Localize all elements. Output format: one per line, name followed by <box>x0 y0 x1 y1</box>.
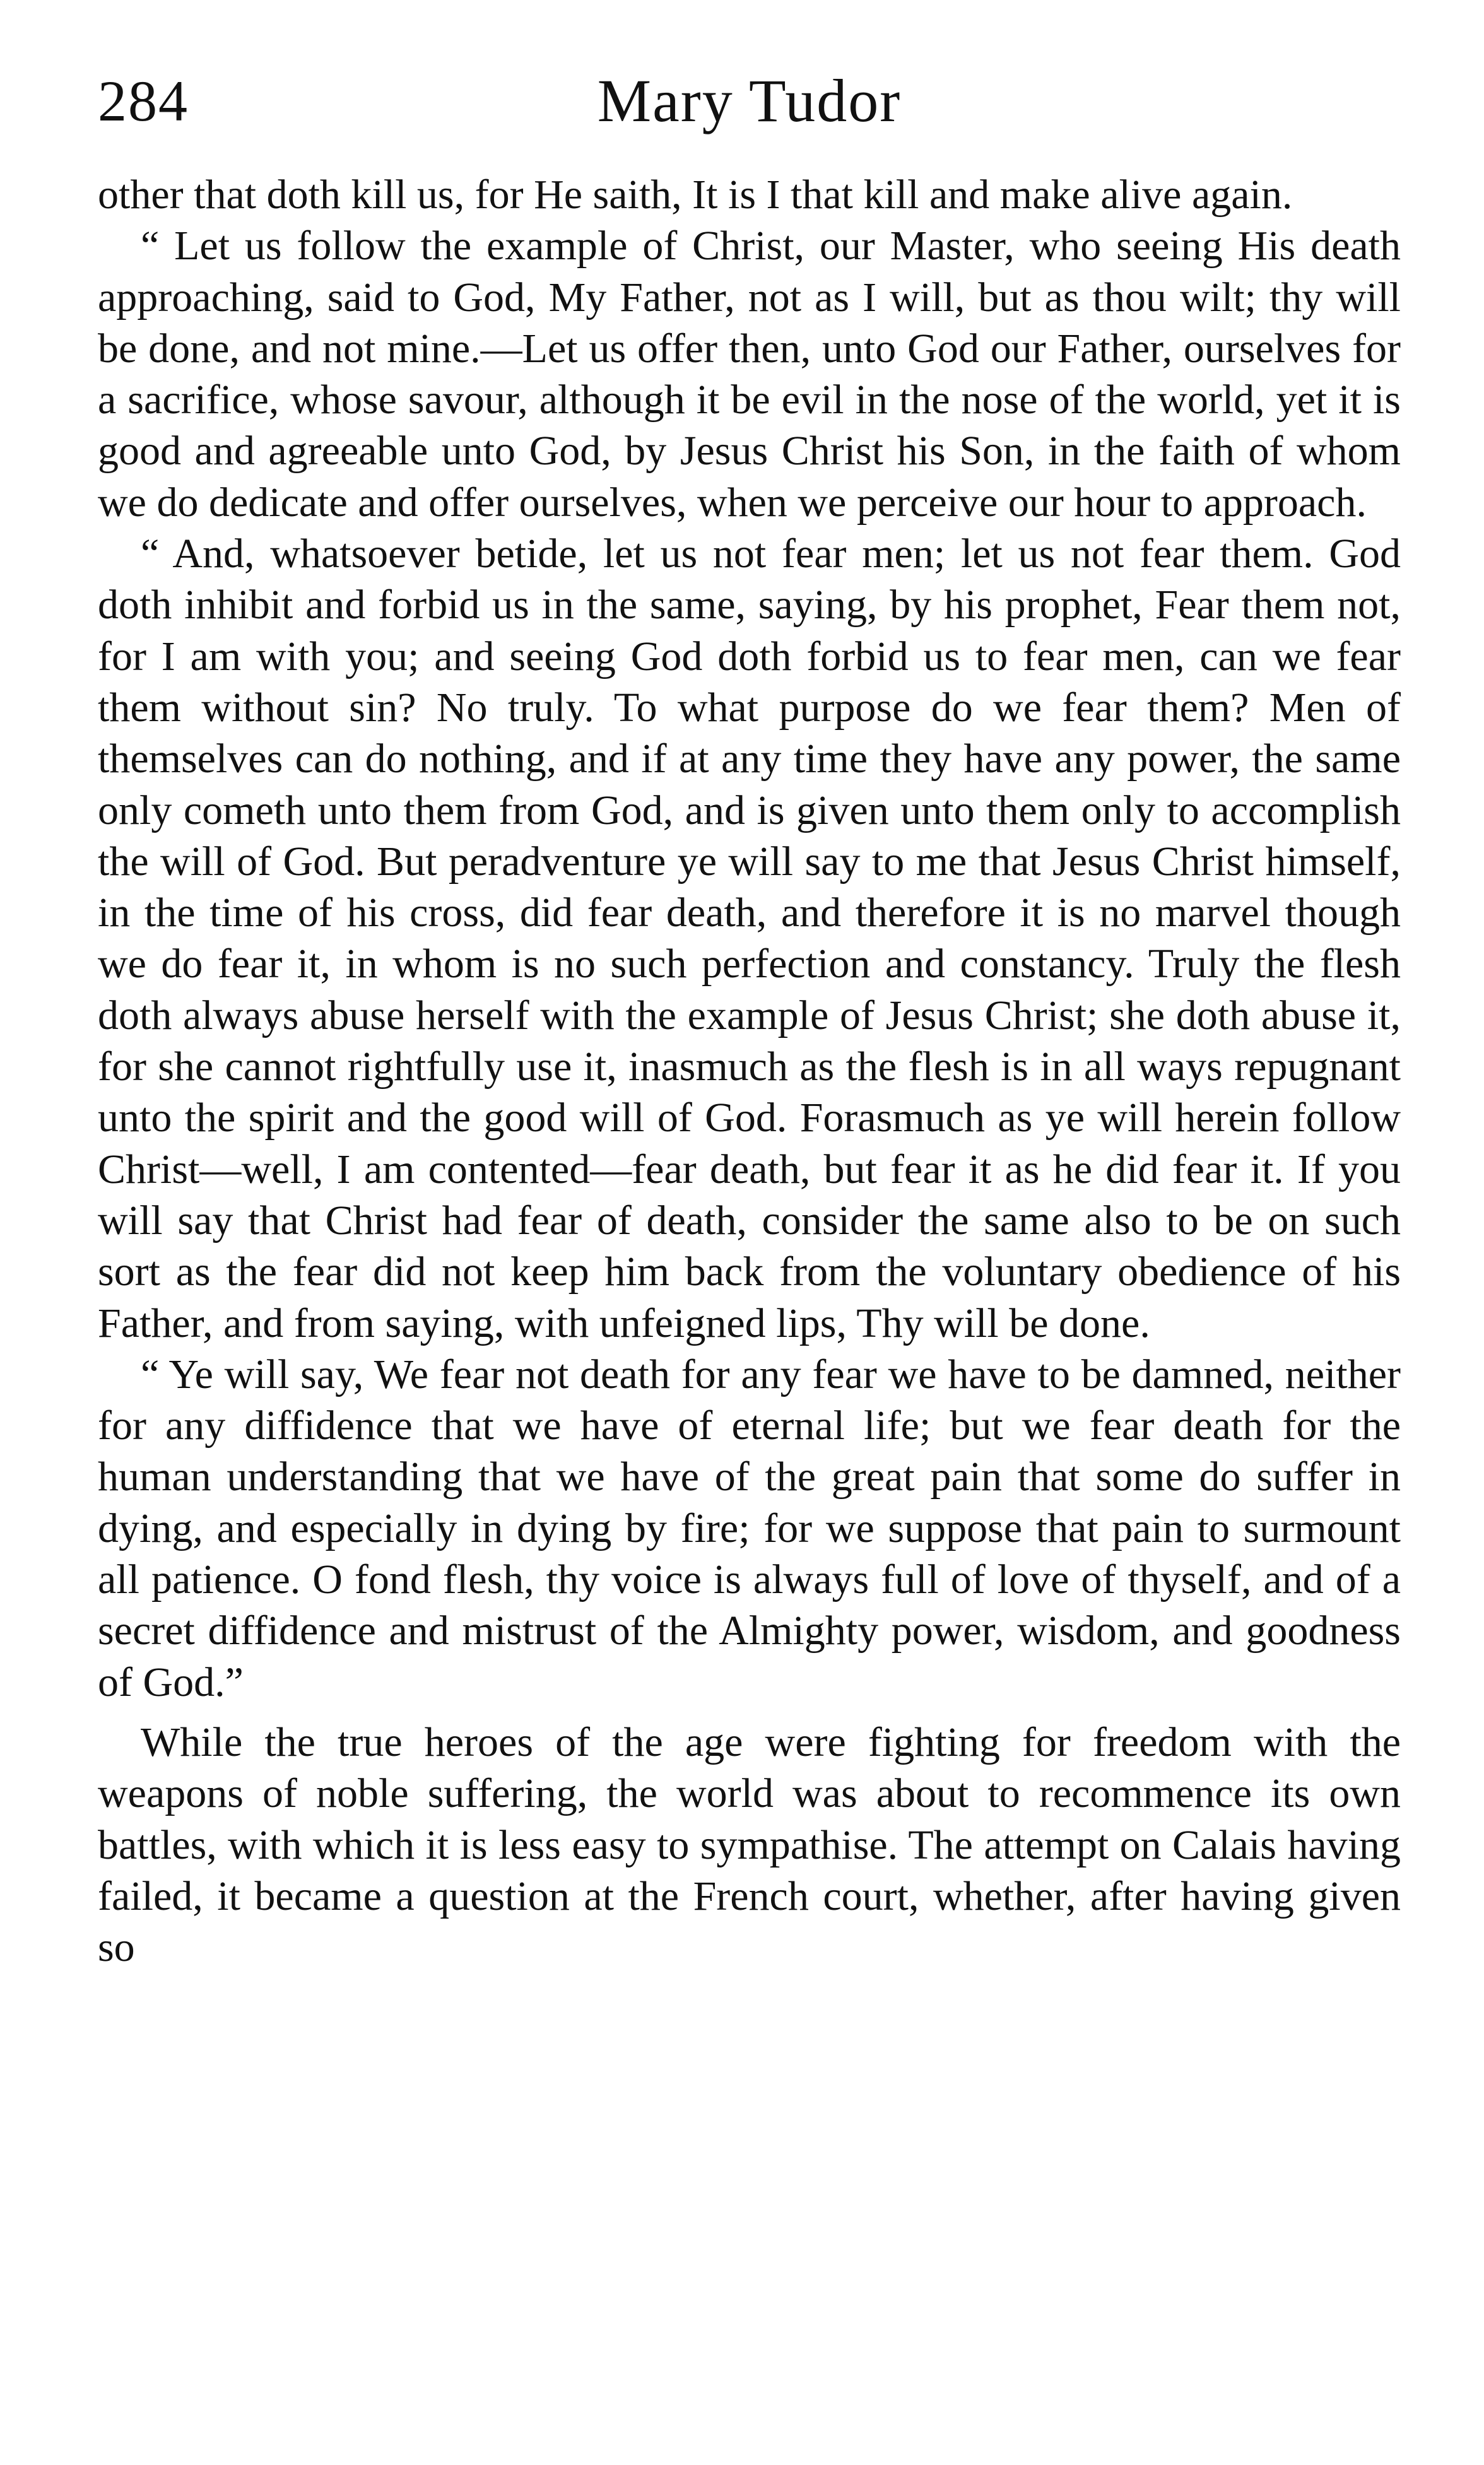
page-number: 284 <box>98 69 189 133</box>
paragraph-continuation: other that doth kill us, for He saith, It is I that kill and make alive again. <box>98 172 1293 218</box>
paragraph-quote-example-of-christ: “ Let us follow the example of Christ, our Master, who seeing His death approaching, said to God, My Father, not as I will, but as thou wilt; thy will be done, and not mine.—Let us offer then, unto God our Father, ourselves for a sacrifice, whose savour, although it be evil in the nose of the world, yet it is good and agreeable unto God, by Jesus Christ his Son, in the faith of whom we do dedicate and offer ourselves, when we perceive our hour to approach. <box>98 223 1401 526</box>
paragraph-quote-fear-of-death: “ Ye will say, We fear not death for any fear we have to be damned, neither for any diffidence that we have of eternal life; but we fear death for the human understanding that we have of the great pain that some do suffer in dying, and especially in dying by fire; for we suppose that pain to surmount all patience. O fond flesh, thy voice is always full of love of thyself, and of a secret diffidence and mistrust of the Almighty power, wisdom, and goodness of God.” <box>98 1351 1401 1705</box>
running-head <box>98 60 1401 142</box>
page-title: Mary Tudor <box>597 67 902 134</box>
paragraph-narrative: While the true heroes of the age were fighting for freedom with the weapons of noble suffering, the world was about to recommence its own battles, with which it is less easy to sympathise. The attempt on Calais having failed, it became a question at the French court, whether, after having given so <box>98 1719 1401 1971</box>
paragraph-quote-fear-not-men: “ And, whatsoever betide, let us not fear men; let us not fear them. God doth inhibit and forbid us in the same, saying, by his prophet, Fear them not, for I am with you; and seeing God doth forbid us to fear men, can we fear them without sin? No truly. To what purpose do we fear them? Men of themselves can do nothing, and if at any time they have any power, the same only cometh unto them from God, and is given unto them only to accomplish the will of God. But peradventure ye will say to me that Jesus Christ himself, in the time of his cross, did fear death, and therefore it is no marvel though we do fear it, in whom is no such perfection and constancy. Truly the flesh doth always abuse herself with the example of Jesus Christ; she doth abuse it, for she cannot rightfully use it, inasmuch as the flesh is in all ways repugnant unto the spirit and the good will of God. Forasmuch as ye will herein follow Christ—well, I am contented—fear death, but fear it as he did fear it. If you will say that Christ had fear of death, consider the same also to be on such sort as the fear did not keep him back from the voluntary obedience of his Father, and from saying, with unfeigned lips, Thy will be done. <box>98 531 1401 1346</box>
text-body <box>98 169 1401 1973</box>
